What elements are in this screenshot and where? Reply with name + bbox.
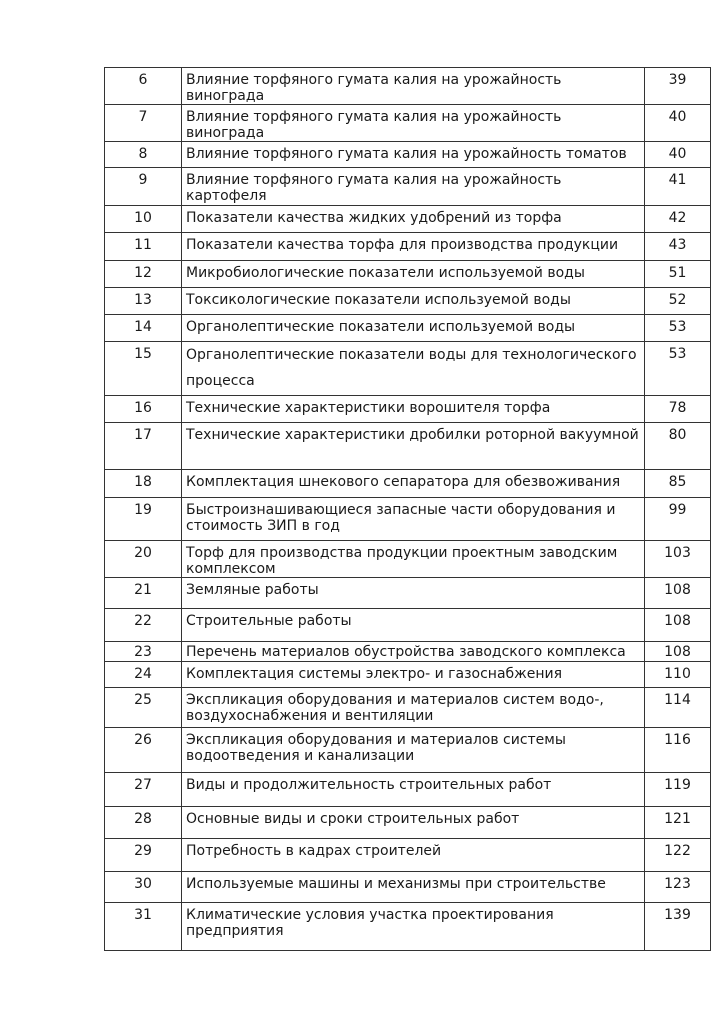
row-number: 6 [105, 68, 182, 105]
row-number: 15 [105, 342, 182, 396]
row-number: 16 [105, 396, 182, 423]
table-row [105, 288, 711, 315]
row-number: 18 [105, 470, 182, 498]
row-page: 139 [645, 903, 711, 951]
row-page: 119 [645, 773, 711, 807]
row-title: Экспликация оборудования и материалов систем водо-, воздухоснабжения и вентиляции [182, 688, 645, 728]
row-title: Основные виды и сроки строительных работ [182, 807, 645, 839]
row-number: 11 [105, 233, 182, 261]
table-row [105, 807, 711, 839]
row-page: 80 [645, 423, 711, 470]
row-page: 53 [645, 342, 711, 396]
row-title: Технические характеристики ворошителя торфа [182, 396, 645, 423]
row-number: 20 [105, 541, 182, 578]
row-number: 28 [105, 807, 182, 839]
row-page: 39 [645, 68, 711, 105]
table-row [105, 541, 711, 578]
row-title: Перечень материалов обустройства заводского комплекса [182, 642, 645, 662]
row-number: 13 [105, 288, 182, 315]
row-title: Влияние торфяного гумата калия на урожайность томатов [182, 142, 645, 168]
row-page: 40 [645, 105, 711, 142]
row-page: 110 [645, 662, 711, 688]
table-row [105, 68, 711, 105]
row-number: 17 [105, 423, 182, 470]
table-row [105, 662, 711, 688]
table-row [105, 578, 711, 609]
table-row [105, 728, 711, 773]
row-page: 123 [645, 872, 711, 903]
row-number: 12 [105, 261, 182, 288]
row-page: 116 [645, 728, 711, 773]
table-of-tables [104, 67, 711, 951]
row-title: Влияние торфяного гумата калия на урожайность картофеля [182, 168, 645, 206]
row-number: 19 [105, 498, 182, 541]
row-title: Торф для производства продукции проектным заводским комплексом [182, 541, 645, 578]
row-page: 41 [645, 168, 711, 206]
row-title: Показатели качества торфа для производства продукции [182, 233, 645, 261]
table-row [105, 470, 711, 498]
table-row [105, 142, 711, 168]
row-title: Микробиологические показатели используемой воды [182, 261, 645, 288]
row-title: Экспликация оборудования и материалов системы водоотведения и канализации [182, 728, 645, 773]
row-page: 53 [645, 315, 711, 342]
row-title: Климатические условия участка проектирования предприятия [182, 903, 645, 951]
table-row [105, 642, 711, 662]
row-number: 14 [105, 315, 182, 342]
row-number: 25 [105, 688, 182, 728]
row-title: Влияние торфяного гумата калия на урожайность винограда [182, 68, 645, 105]
row-number: 23 [105, 642, 182, 662]
row-number: 10 [105, 206, 182, 233]
row-title: Органолептические показатели используемой воды [182, 315, 645, 342]
table-row [105, 609, 711, 642]
row-page: 108 [645, 578, 711, 609]
row-number: 31 [105, 903, 182, 951]
table-row [105, 688, 711, 728]
row-number: 30 [105, 872, 182, 903]
row-number: 22 [105, 609, 182, 642]
row-page: 108 [645, 642, 711, 662]
row-title: Комплектация системы электро- и газоснабжения [182, 662, 645, 688]
row-page: 121 [645, 807, 711, 839]
row-number: 29 [105, 839, 182, 872]
table-row [105, 261, 711, 288]
row-title: Технические характеристики дробилки роторной вакуумной [182, 423, 645, 470]
table-row [105, 233, 711, 261]
row-number: 7 [105, 105, 182, 142]
row-title: Виды и продолжительность строительных работ [182, 773, 645, 807]
row-page: 40 [645, 142, 711, 168]
row-number: 24 [105, 662, 182, 688]
row-title: Используемые машины и механизмы при строительстве [182, 872, 645, 903]
row-number: 26 [105, 728, 182, 773]
row-page: 43 [645, 233, 711, 261]
table-row [105, 903, 711, 951]
row-page: 108 [645, 609, 711, 642]
row-title: Токсикологические показатели используемой воды [182, 288, 645, 315]
row-title: Органолептические показатели воды для технологического процесса [182, 342, 645, 396]
table-row [105, 423, 711, 470]
table-row [105, 839, 711, 872]
row-page: 122 [645, 839, 711, 872]
row-number: 21 [105, 578, 182, 609]
row-number: 8 [105, 142, 182, 168]
row-title: Быстроизнашивающиеся запасные части оборудования и стоимость ЗИП в год [182, 498, 645, 541]
table-row [105, 315, 711, 342]
table-row [105, 498, 711, 541]
table-row [105, 342, 711, 396]
row-title: Потребность в кадрах строителей [182, 839, 645, 872]
row-page: 42 [645, 206, 711, 233]
row-page: 114 [645, 688, 711, 728]
table-row [105, 206, 711, 233]
row-page: 52 [645, 288, 711, 315]
table-row [105, 168, 711, 206]
row-number: 27 [105, 773, 182, 807]
row-page: 78 [645, 396, 711, 423]
row-title: Строительные работы [182, 609, 645, 642]
row-title: Комплектация шнекового сепаратора для обезвоживания [182, 470, 645, 498]
row-number: 9 [105, 168, 182, 206]
table-row [105, 396, 711, 423]
row-title: Показатели качества жидких удобрений из торфа [182, 206, 645, 233]
row-page: 85 [645, 470, 711, 498]
row-title: Земляные работы [182, 578, 645, 609]
row-page: 51 [645, 261, 711, 288]
row-title: Влияние торфяного гумата калия на урожайность винограда [182, 105, 645, 142]
row-page: 103 [645, 541, 711, 578]
row-page: 99 [645, 498, 711, 541]
table-row [105, 105, 711, 142]
table-row [105, 872, 711, 903]
table-row [105, 773, 711, 807]
